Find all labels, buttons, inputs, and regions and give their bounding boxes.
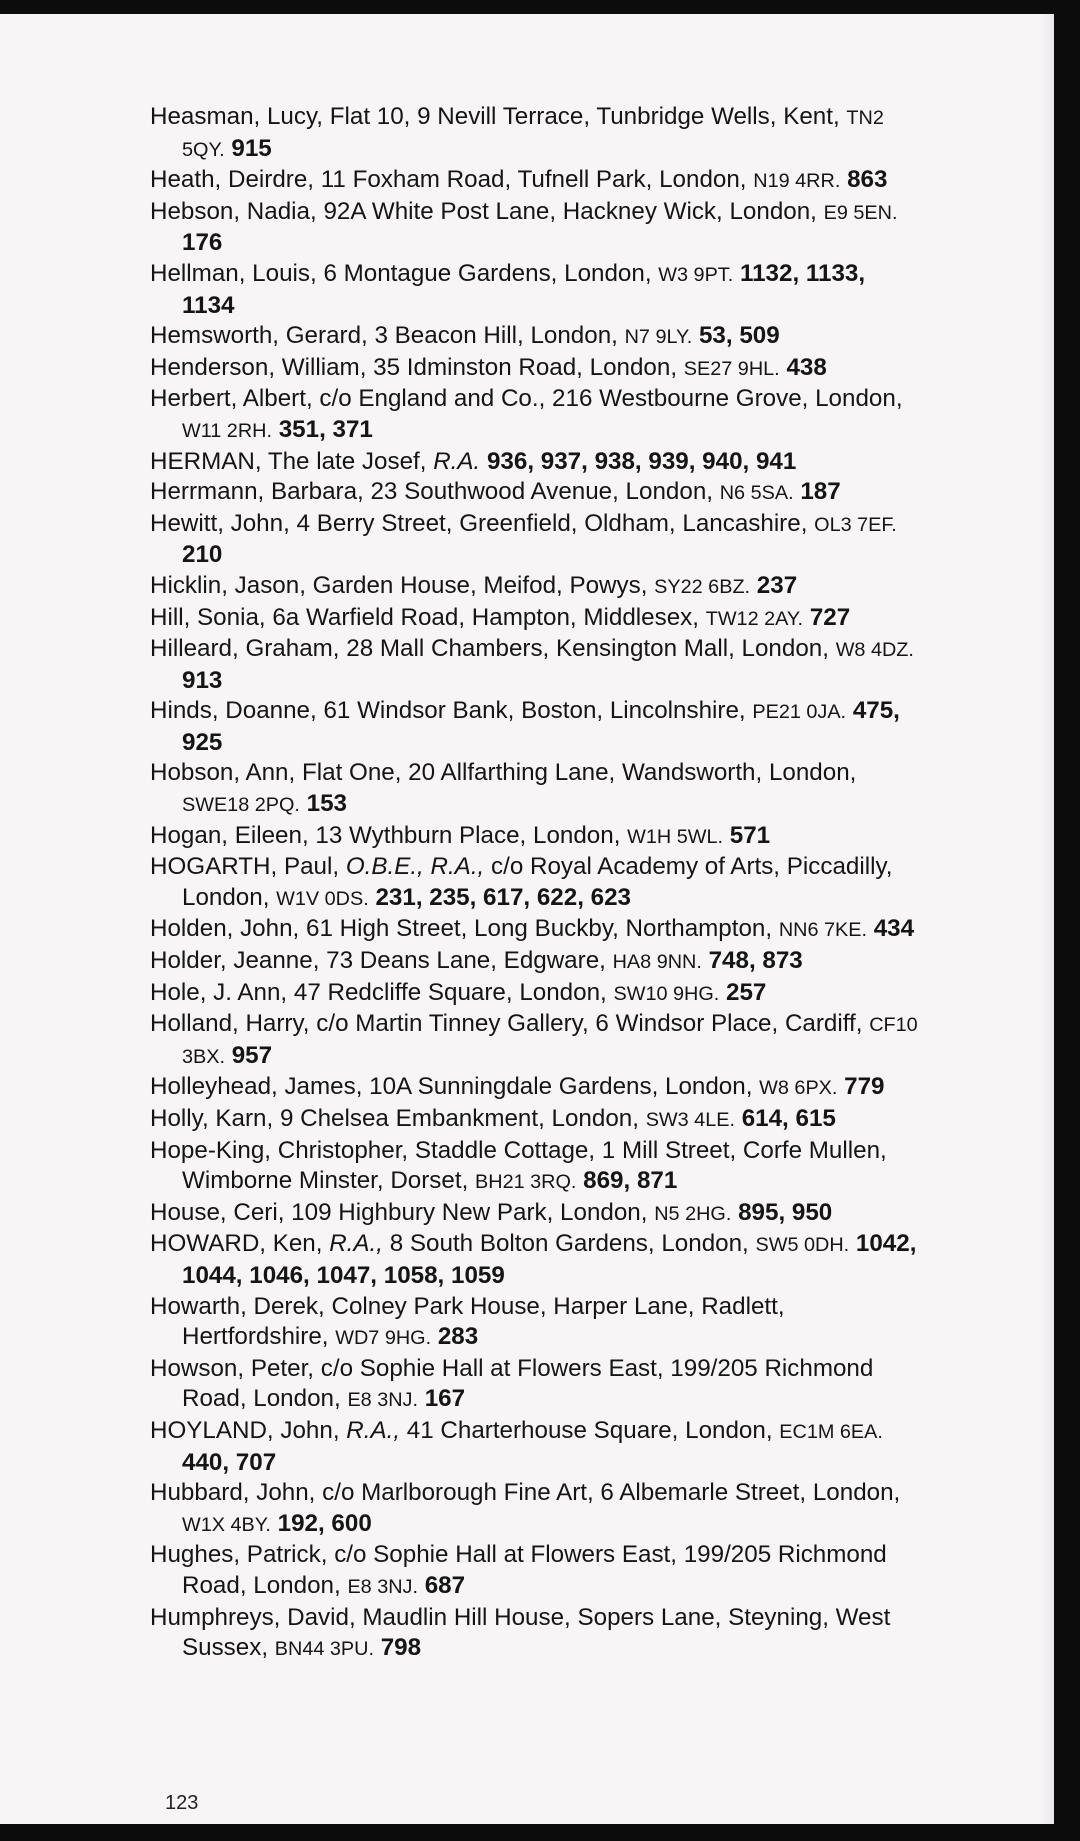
postcode: OL3 7EF. [814, 513, 897, 536]
postcode: NN6 7KE. [778, 919, 867, 942]
catalogue-numbers: 1132, 1133, 1134 [182, 259, 866, 319]
postcode: WD7 9HG. [335, 1327, 432, 1350]
postcode: N7 9LY. [624, 326, 693, 349]
index-entry [150, 1009, 920, 1072]
artist-address: 61 High Street, Long Buckby, Northampton, [306, 915, 773, 943]
postcode: CF10 3BX. [182, 1014, 918, 1068]
artist-name: Holden, John, [150, 915, 300, 943]
artist-address: Flat One, 20 Allfarthing Lane, Wandsworth, London, [301, 759, 857, 787]
index-entry [150, 914, 920, 946]
artist-address: 4 Berry Street, Greenfield, Oldham, Lancashire, [296, 509, 808, 537]
postcode: E8 3NJ. [347, 1575, 418, 1598]
index-entry [150, 1540, 920, 1602]
artist-address: 28 Mall Chambers, Kensington Mall, London, [346, 635, 829, 663]
artist-name: HOGARTH, Paul, [150, 853, 340, 881]
index-entry [150, 353, 920, 385]
catalogue-numbers: 614, 615 [741, 1105, 836, 1132]
artist-name: Holder, Jeanne, [150, 947, 320, 975]
artist-address: 6 Montague Gardens, London, [323, 259, 652, 287]
artist-address: Staddle Cottage, 1 Mill Street, Corfe Mullen, Wimborne Minster, Dorset, [182, 1136, 887, 1195]
catalogue-numbers: 257 [726, 978, 767, 1006]
index-entry [150, 978, 920, 1010]
artist-address: Colney Park House, Harper Lane, Radlett, Hertfordshire, [182, 1292, 785, 1351]
index-entry [150, 197, 920, 259]
artist-address: 109 Highbury New Park, London, [291, 1198, 648, 1226]
catalogue-numbers: 187 [800, 478, 841, 506]
artist-name: Howson, Peter, [150, 1354, 315, 1382]
postcode: W8 4DZ. [835, 639, 914, 662]
index-entry [150, 758, 920, 820]
catalogue-numbers: 440, 707 [182, 1448, 277, 1476]
artist-address: 13 Wythburn Place, London, [315, 821, 621, 849]
artist-name: Hobson, Ann, [150, 759, 296, 787]
postcode: W11 2RH. [182, 419, 272, 442]
artist-address: 8 South Bolton Gardens, London, [389, 1230, 749, 1258]
book-page [0, 14, 1054, 1824]
postcode: SW10 9HG. [613, 982, 720, 1005]
artist-name: Holly, Karn, [150, 1105, 274, 1132]
artist-index-list [150, 102, 920, 1665]
artist-address: c/o Marlborough Fine Art, 6 Albemarle Street, London, [322, 1479, 901, 1507]
postcode: SW5 0DH. [755, 1234, 850, 1257]
catalogue-numbers: 779 [844, 1073, 885, 1101]
index-entry [150, 1229, 920, 1291]
artist-address: 9 Chelsea Embankment, London, [279, 1105, 639, 1132]
index-entry [150, 477, 920, 509]
catalogue-numbers: 913 [182, 666, 223, 694]
index-entry [150, 946, 920, 978]
artist-address: 41 Charterhouse Square, London, [406, 1416, 773, 1444]
index-entry [150, 165, 920, 197]
artist-name: Hicklin, Jason, [150, 571, 306, 599]
postcode: SY22 6BZ. [654, 575, 751, 598]
postcode: SW3 4LE. [645, 1109, 735, 1131]
index-entry [150, 634, 920, 696]
artist-address: Garden House, Meifod, Powys, [312, 571, 648, 599]
artist-address: c/o Sophie Hall at Flowers East, 199/205 Richmond Road, London, [182, 1354, 874, 1413]
catalogue-numbers: 176 [182, 229, 223, 257]
postcode: BH21 3RQ. [475, 1171, 577, 1194]
page-number: 123 [165, 1792, 199, 1814]
artist-address: 11 Foxham Road, Tufnell Park, London, [320, 166, 747, 194]
postcode: N6 5SA. [719, 482, 794, 505]
artist-name: Heath, Deirdre, [150, 166, 315, 194]
catalogue-numbers: 687 [424, 1571, 466, 1599]
artist-name: Hilleard, Graham, [150, 635, 340, 663]
artist-address: 47 Redcliffe Square, London, [293, 978, 607, 1006]
artist-address: 10A Sunningdale Gardens, London, [369, 1073, 753, 1101]
postcode: E8 3NJ. [347, 1389, 418, 1412]
catalogue-numbers: 895, 950 [738, 1198, 833, 1226]
catalogue-numbers: 1042, 1044, 1046, 1047, 1058, 1059 [182, 1230, 917, 1289]
catalogue-numbers: 231, 235, 617, 622, 623 [375, 883, 632, 911]
catalogue-numbers: 863 [847, 166, 888, 194]
index-entry [150, 102, 920, 165]
postcode: W1H 5WL. [627, 825, 724, 848]
artist-address: Maudlin Hill House, Sopers Lane, Steyning, West Sussex, [182, 1603, 891, 1662]
artist-address: Flat 10, 9 Nevill Terrace, Tunbridge Wells, Kent, [329, 103, 840, 130]
artist-name: Hebson, Nadia, [150, 197, 317, 225]
artist-name: Herbert, Albert, [150, 385, 313, 413]
index-entry [150, 1416, 920, 1478]
postcode: EC1M 6EA. [779, 1420, 883, 1443]
artist-name: Hellman, Louis, [150, 259, 317, 287]
postcode: SWE18 2PQ. [182, 794, 300, 817]
catalogue-numbers: 727 [809, 603, 851, 631]
artist-name: Holleyhead, James, [150, 1073, 363, 1101]
artist-name: Hubbard, John, [150, 1479, 316, 1507]
artist-name: Hemsworth, Gerard, [150, 322, 368, 350]
index-entry [150, 696, 920, 758]
catalogue-numbers: 53, 509 [698, 322, 780, 350]
catalogue-numbers: 283 [437, 1323, 479, 1351]
artist-name: Holland, Harry, [150, 1010, 310, 1038]
postcode: W1V 0DS. [276, 887, 369, 910]
postcode: W3 9PT. [658, 263, 734, 286]
index-entry [150, 259, 920, 321]
index-entry [150, 1478, 920, 1540]
postcode: PE21 0JA. [752, 701, 847, 724]
artist-name: Henderson, William, [150, 353, 367, 381]
index-entry [150, 1292, 920, 1354]
index-entry [150, 1603, 920, 1665]
artist-address: 73 Deans Lane, Edgware, [326, 947, 606, 975]
index-entry [150, 384, 920, 446]
catalogue-numbers: 748, 873 [708, 947, 803, 975]
catalogue-numbers: 167 [424, 1385, 466, 1413]
index-entry [150, 821, 920, 853]
catalogue-numbers: 915 [231, 134, 272, 162]
artist-name: Heasman, Lucy, [150, 103, 323, 130]
artist-address: c/o Martin Tinney Gallery, 6 Windsor Place, Cardiff, [316, 1010, 863, 1038]
artist-address: 3 Beacon Hill, London, [374, 322, 618, 350]
postcode: W1X 4BY. [182, 1513, 271, 1536]
index-entry [150, 1136, 920, 1198]
artist-name: HOWARD, Ken, [150, 1230, 323, 1258]
postcode: TN2 5QY. [182, 107, 884, 161]
postcode: N5 2HG. [654, 1202, 732, 1225]
index-entry [150, 852, 920, 914]
index-entry [150, 509, 920, 571]
artist-name: Hughes, Patrick, [150, 1541, 328, 1569]
index-entry [150, 1198, 920, 1230]
catalogue-numbers: 475, 925 [182, 697, 900, 756]
artist-address: 35 Idminston Road, London, [373, 353, 678, 381]
artist-address: c/o England and Co., 216 Westbourne Grove, London, [319, 385, 903, 413]
catalogue-numbers: 571 [729, 821, 771, 849]
catalogue-numbers: 438 [786, 353, 827, 381]
catalogue-numbers: 192, 600 [277, 1509, 372, 1537]
catalogue-numbers: 869, 871 [583, 1167, 678, 1195]
artist-name: HERMAN, The late Josef, [150, 447, 427, 475]
catalogue-numbers: 434 [873, 915, 915, 943]
postcode: HA8 9NN. [612, 951, 702, 974]
catalogue-numbers: 237 [756, 571, 798, 599]
index-entry [150, 571, 920, 603]
catalogue-numbers: 798 [380, 1634, 422, 1662]
page-gutter [1040, 14, 1054, 1824]
artist-address: 92A White Post Lane, Hackney Wick, London, [323, 197, 817, 225]
artist-name: Humphreys, David, [150, 1603, 356, 1631]
artist-name: Hope-King, Christopher, [150, 1136, 409, 1164]
artist-address: 61 Windsor Bank, Boston, Lincolnshire, [323, 697, 746, 725]
catalogue-numbers: 957 [231, 1041, 273, 1069]
artist-address: 23 Southwood Avenue, London, [370, 478, 713, 506]
index-entry [150, 603, 920, 635]
postcode: TW12 2AY. [705, 607, 804, 630]
artist-name: Herrmann, Barbara, [150, 478, 364, 506]
artist-name: Hole, J. Ann, [150, 978, 288, 1006]
artist-address: c/o Sophie Hall at Flowers East, 199/205 Richmond Road, London, [182, 1541, 887, 1599]
artist-honours: O.B.E., R.A., [345, 853, 485, 881]
artist-honours: R.A., [329, 1230, 383, 1258]
artist-name: Howarth, Derek, [150, 1292, 325, 1320]
catalogue-numbers: 351, 371 [278, 415, 373, 443]
postcode: SE27 9HL. [683, 357, 780, 380]
artist-name: Hinds, Doanne, [150, 697, 317, 725]
postcode: BN44 3PU. [274, 1638, 374, 1661]
catalogue-numbers: 210 [182, 541, 223, 569]
artist-name: Hill, Sonia, [150, 603, 266, 631]
index-entry [150, 1354, 920, 1416]
artist-honours: R.A., [346, 1416, 401, 1444]
postcode: E9 5EN. [823, 201, 898, 224]
artist-address: 6a Warfield Road, Hampton, Middlesex, [272, 603, 699, 631]
postcode: N19 4RR. [753, 170, 841, 193]
index-entry [150, 321, 920, 353]
catalogue-numbers: 153 [306, 790, 348, 818]
artist-address: c/o Royal Academy of Arts, Piccadilly, London, [182, 853, 893, 911]
index-entry [150, 447, 920, 478]
index-entry [150, 1104, 920, 1136]
artist-name: House, Ceri, [150, 1198, 285, 1226]
artist-name: HOYLAND, John, [150, 1416, 340, 1444]
catalogue-numbers: 936, 937, 938, 939, 940, 941 [486, 447, 797, 475]
artist-name: Hogan, Eileen, [150, 821, 309, 849]
artist-name: Hewitt, John, [150, 509, 290, 537]
postcode: W8 6PX. [759, 1077, 838, 1100]
artist-honours: R.A. [433, 447, 481, 475]
index-entry [150, 1072, 920, 1104]
